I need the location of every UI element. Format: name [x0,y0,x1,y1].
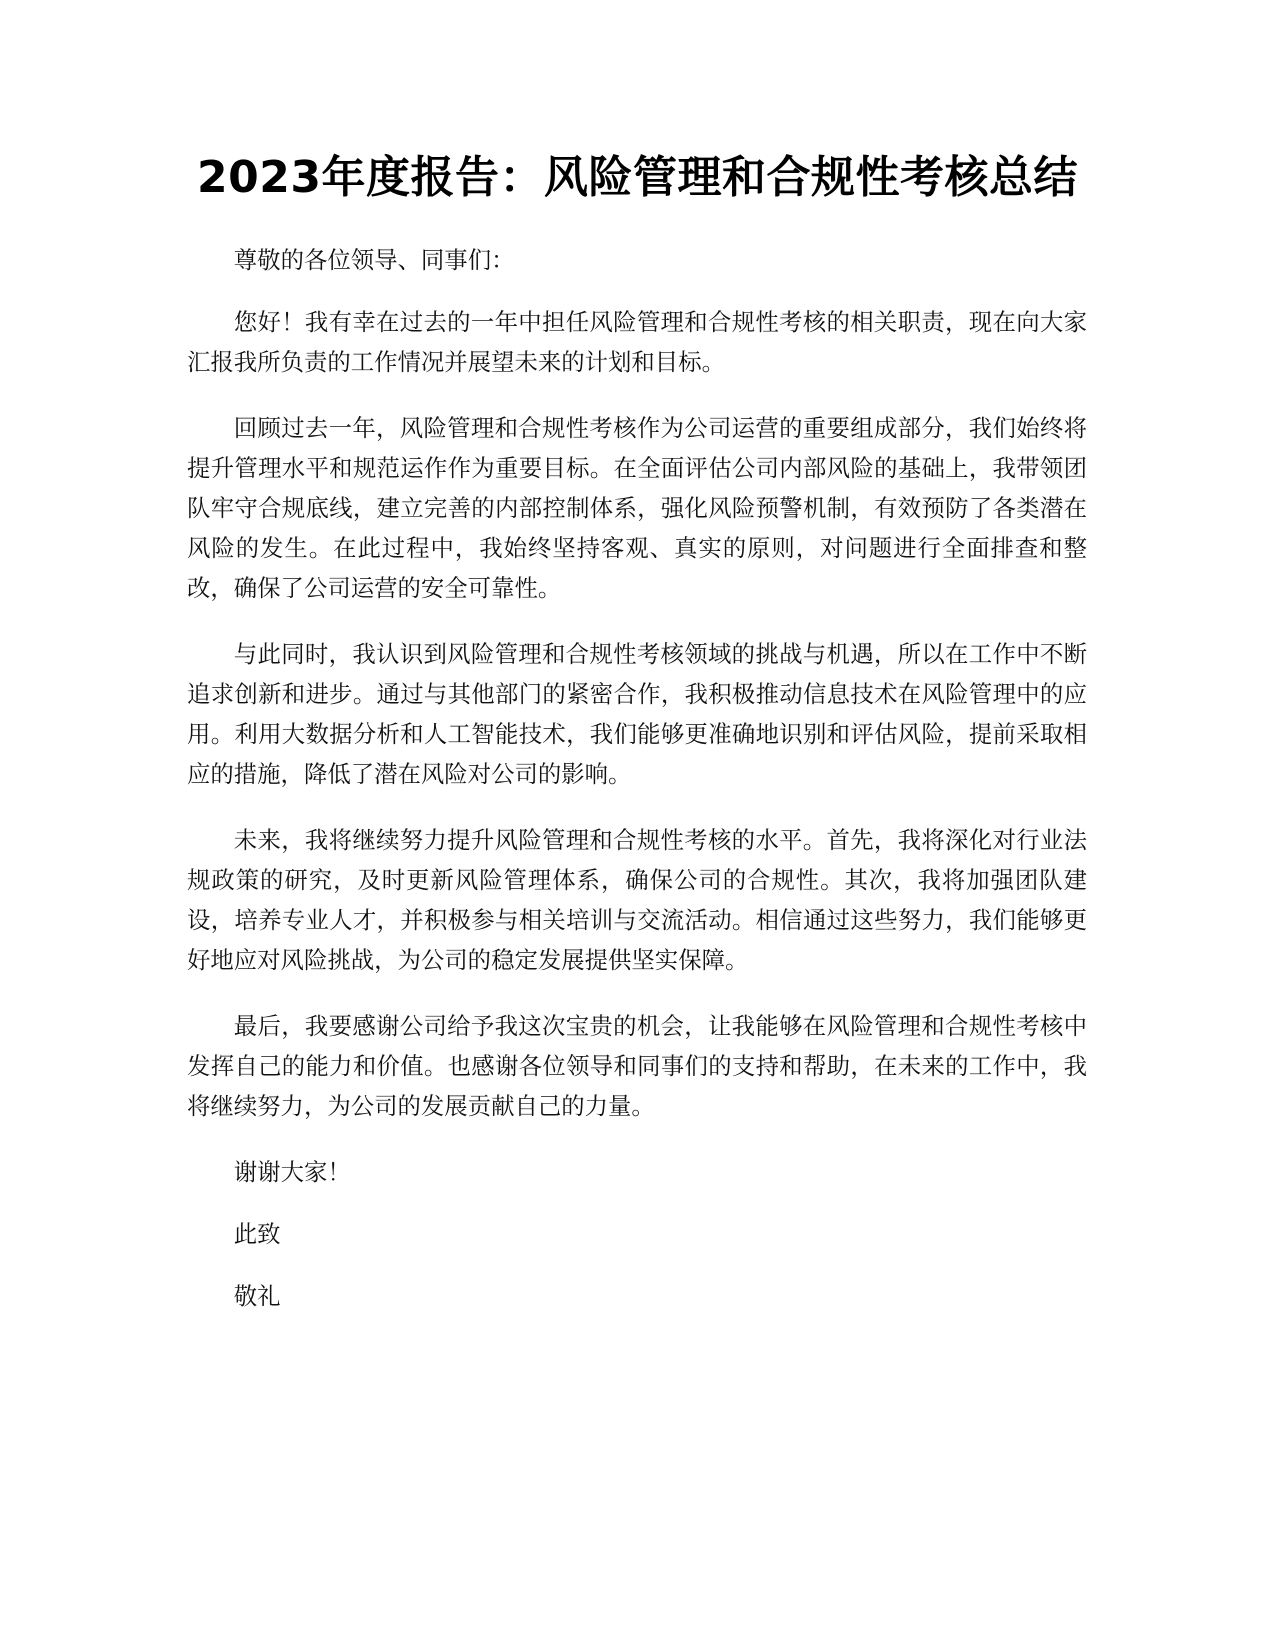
closing-jingli: 敬礼 [233,1282,281,1310]
document-body [187,240,1087,1338]
closing-thanks: 谢谢大家！ [233,1158,351,1186]
closing-zhici: 此致 [233,1220,281,1248]
document-title: 2023年度报告：风险管理和合规性考核总结 [197,152,1078,203]
paragraph-innovation: 与此同时，我认识到风险管理和合规性考核领域的挑战与机遇，所以在工作中不断追求创新和进步。通过与其他部门的紧密合作，我积极推动信息技术在风险管理中的应用。利用大数据分析和人工智能技术，我们能够更准确地识别和评估风险，提前采取相应的措施，降低了潜在风险对公司的影响。 [187,640,1087,788]
paragraph-future: 未来，我将继续努力提升风险管理和合规性考核的水平。首先，我将深化对行业法规政策的研究，及时更新风险管理体系，确保公司的合规性。其次，我将加强团队建设，培养专业人才，并积极参与相关培训与交流活动。相信通过这些努力，我们能够更好地应对风险挑战，为公司的稳定发展提供坚实保障。 [187,826,1087,974]
paragraph-greeting: 您好！我有幸在过去的一年中担任风险管理和合规性考核的相关职责，现在向大家汇报我所负责的工作情况并展望未来的计划和目标。 [187,308,1087,376]
paragraph-review: 回顾过去一年，风险管理和合规性考核作为公司运营的重要组成部分，我们始终将提升管理水平和规范运作作为重要目标。在全面评估公司内部风险的基础上，我带领团队牢守合规底线，建立完善的内部控制体系，强化风险预警机制，有效预防了各类潜在风险的发生。在此过程中，我始终坚持客观、真实的原则，对问题进行全面排查和整改，确保了公司运营的安全可靠性。 [187,414,1087,602]
paragraph-thanks: 最后，我要感谢公司给予我这次宝贵的机会，让我能够在风险管理和合规性考核中发挥自己的能力和价值。也感谢各位领导和同事们的支持和帮助，在未来的工作中，我将继续努力，为公司的发展贡献自己的力量。 [187,1012,1087,1120]
salutation: 尊敬的各位领导、同事们： [233,246,515,274]
